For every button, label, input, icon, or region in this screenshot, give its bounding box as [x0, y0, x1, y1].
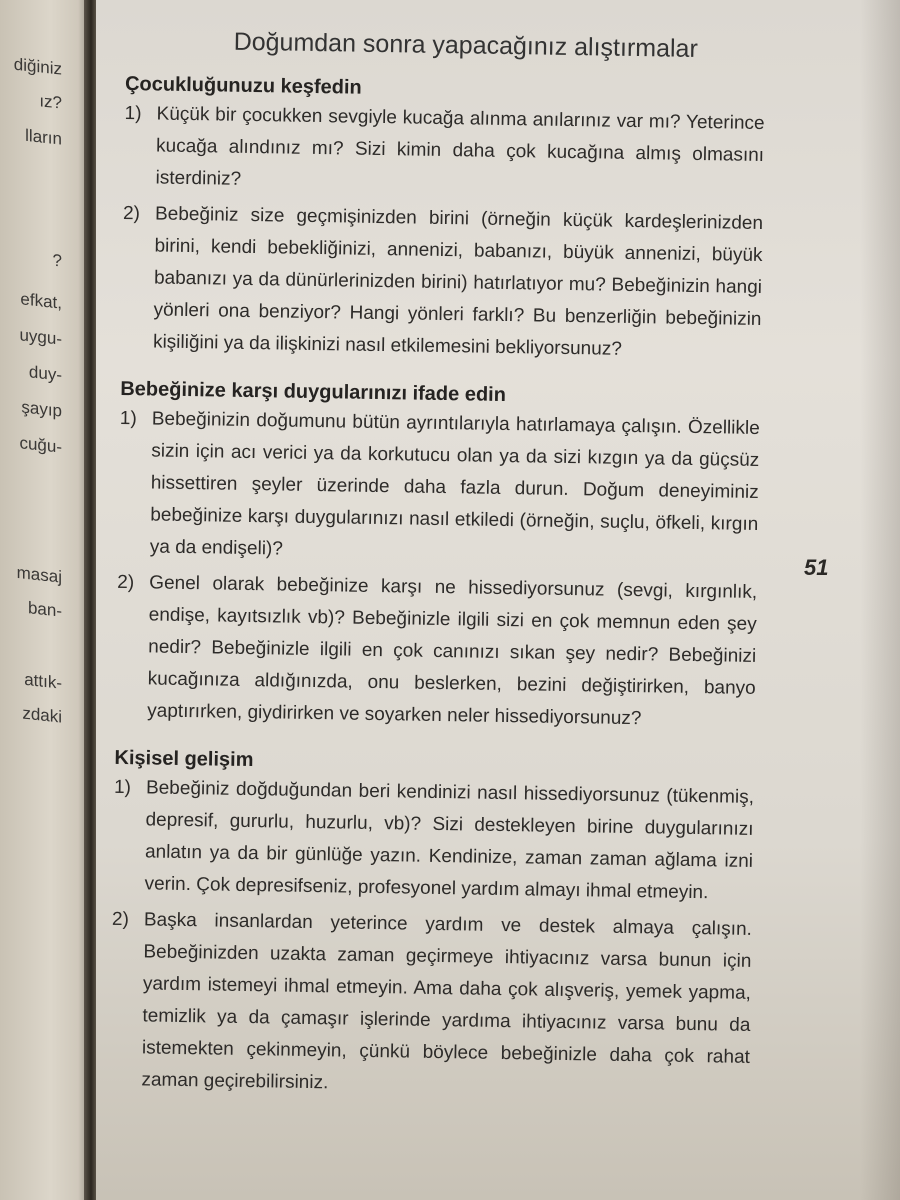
item-number: 2)	[122, 202, 141, 225]
list-item	[121, 198, 763, 368]
page-title: Doğumdan sonra yapacağınız alıştırmalar	[233, 27, 698, 63]
left-page-fragment: şayıp	[21, 397, 62, 421]
left-page-fragment: ?	[52, 250, 62, 271]
section	[109, 747, 754, 1106]
list-item	[115, 567, 757, 737]
left-page-fragment: ban-	[27, 598, 62, 621]
item-text: Genel olarak bebeğinize karşı ne hissediyorsunuz (sevgi, kırgınlık, endişe, kayıtsızlık vb)? Bebeğinizle ilgili sizi en çok memnun eden şey nedir? Bebeğinizle ilgili en çok canınızı sıkan şey nedir? Bebeğinizi kucağınıza aldığınızda, onu beslerken, bezini değiştirirken, banyo yaptırırken, giydirirken ve soyarken neler hissediyorsunuz?	[147, 572, 758, 730]
left-page-fragment: zdaki	[22, 703, 62, 727]
section-heading: Çocukluğunuzu keşfedin	[124, 72, 362, 99]
item-text: Bebeğiniz size geçmişinizden birini (örneğin küçük kardeşlerinizden birini, kendi bebekliğinizi, annenizi, babanızı, büyük annenizi, büyük babanızı ya da dünürlerinizden birini) hatırlatıyor mu? Bebeğinizin hangi yönleri ona benziyor? Hangi yönleri farklı? Bu benzerliğin bebeğinizin kişiliğini ya da ilişkinizi nasıl etkilemesini bekliyorsunuz?	[152, 203, 764, 360]
list-item	[112, 772, 754, 910]
left-page-fragment: lların	[25, 125, 62, 149]
page-content	[109, 26, 766, 1126]
left-page-fragment: uygu-	[19, 325, 62, 349]
right-page	[96, 0, 900, 1200]
item-text: Küçük bir çocukken sevgiyle kucağa alınma anılarınız var mı? Yeterince kucağa alındınız mı? Sizi kimin daha çok kucağına almış olmasını isterdiniz?	[155, 103, 765, 190]
list-item	[123, 98, 764, 204]
item-number: 1)	[119, 407, 137, 430]
left-page-fragment: attık-	[24, 669, 62, 693]
left-page-fragment: efkat,	[20, 289, 62, 313]
section-heading: Bebeğinize karşı duygularınızı ifade edin	[120, 377, 507, 407]
list-item	[109, 904, 752, 1106]
section-heading: Kişisel gelişim	[114, 746, 254, 772]
left-page-fragment: ız?	[39, 91, 62, 113]
section	[115, 378, 760, 737]
left-page-fragment: duy-	[28, 362, 62, 385]
left-page-fragment: diğiniz	[13, 54, 62, 79]
left-page	[0, 0, 92, 1200]
item-text: Bebeğiniz doğduğundan beri kendinizi nasıl hissediyorsunuz (tükenmiş, depresif, gururlu, huzurlu, vb)? Sizi destekleyen birine duygularınızı anlatın ya da bir günlüğe yazın. Kendinize, zaman zaman ağlama izni verin. Çok depresifseniz, profesyonel yardım almayı ihmal etmeyin.	[144, 777, 755, 904]
section	[121, 73, 765, 368]
item-number: 2)	[111, 908, 130, 931]
list-item	[118, 403, 760, 573]
item-number: 1)	[124, 102, 142, 125]
left-page-fragment: cuğu-	[19, 433, 62, 457]
item-text: Başka insanlardan yeterince yardım ve destek almaya çalışın. Bebeğinizden uzakta zaman geçirmeye ihtiyacınız varsa bunun için yardım istemeyi ihmal etmeyin. Ama daha çok alışveriş, yemek yapma, temizlik ya da çamaşır işlerinde yardıma ihtiyacınız varsa bunu da istemekten çekinmeyin, çünkü böylece bebeğinizle daha çok rahat zaman geçirebilirsiniz.	[141, 909, 753, 1094]
item-number: 1)	[113, 776, 132, 799]
item-number: 2)	[117, 571, 135, 594]
item-text: Bebeğinizin doğumunu bütün ayrıntılarıyla hatırlamaya çalışın. Özellikle sizin için acı verici ya da korkutucu olan ya da sizi kızgın ya da güçsüz hissettiren şeyler üzerinde daha fazla durun. Doğum deneyiminiz bebeğinize karşı duygularınızı nasıl etkiledi (örneğin, suçlu, öfkeli, kırgın ya da endişeli)?	[149, 408, 760, 560]
page-number: 51	[804, 555, 829, 580]
left-page-fragment: masaj	[16, 562, 62, 587]
